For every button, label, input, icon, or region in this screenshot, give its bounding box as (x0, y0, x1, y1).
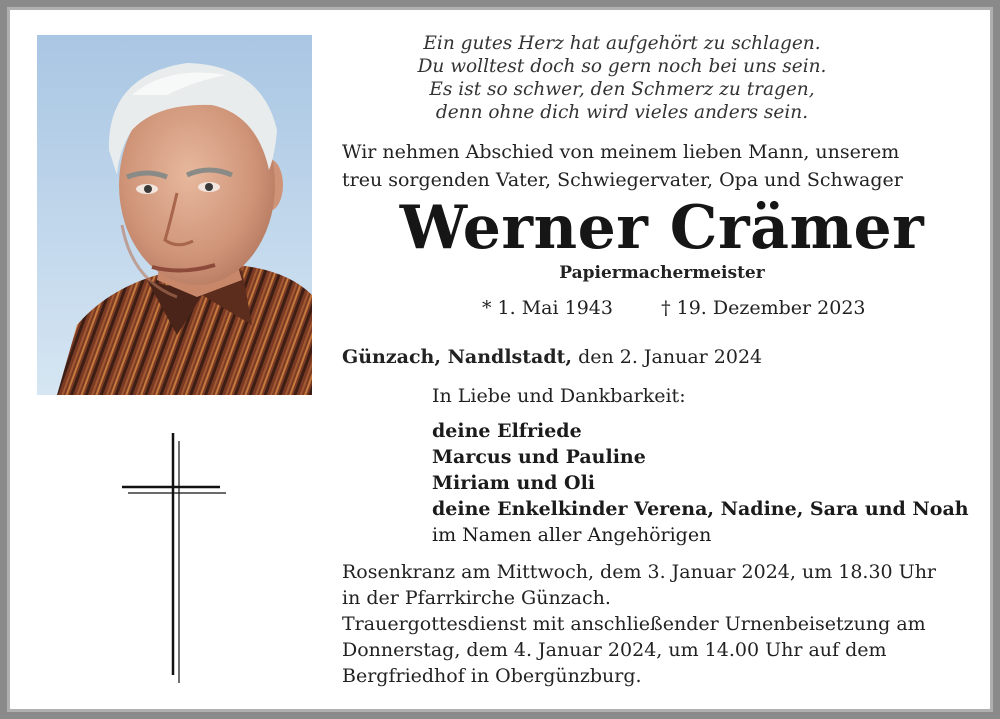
memorial-poem (342, 32, 902, 124)
mourner-name: deine Elfriede (432, 420, 582, 442)
mourners-heading: In Liebe und Dankbarkeit: (432, 385, 686, 407)
birth-date: 1. Mai 1943 (497, 297, 613, 319)
service-details (342, 559, 982, 689)
portrait-illustration (37, 35, 312, 395)
service-line: Rosenkranz am Mittwoch, dem 3. Januar 2024, um 18.30 Uhr (342, 561, 937, 583)
death-date: 19. Dezember 2023 (676, 297, 866, 319)
intro-line: treu sorgenden Vater, Schwiegervater, Opa und Schwager (342, 169, 903, 191)
mourner-name: Marcus und Pauline (432, 446, 646, 468)
poem-line: denn ohne dich wird vieles anders sein. (435, 102, 809, 123)
mourners-closing: im Namen aller Angehörigen (432, 524, 712, 546)
service-line: in der Pfarrkirche Günzach. (342, 587, 611, 609)
portrait-photo (37, 35, 312, 395)
deceased-name: Werner Crämer (399, 193, 925, 263)
life-dates (482, 297, 866, 319)
mourner-name: deine Enkelkinder Verena, Nadine, Sara und Noah (432, 498, 969, 520)
poem-line: Es ist so schwer, den Schmerz zu tragen, (429, 79, 815, 100)
birth-symbol-icon: * (482, 297, 492, 319)
mourners-list (432, 418, 969, 548)
service-line: Bergfriedhof in Obergünzburg. (342, 665, 642, 687)
poem-line: Du wolltest doch so gern noch bei uns sein. (417, 56, 827, 77)
cross-icon (118, 433, 228, 683)
notice-date: den 2. Januar 2024 (578, 346, 763, 368)
service-line: Trauergottesdienst mit anschließender Urnenbeisetzung am (342, 613, 926, 635)
service-line: Donnerstag, dem 4. Januar 2024, um 14.00 Uhr auf dem (342, 639, 887, 661)
obituary-card (7, 7, 993, 712)
mourner-name: Miriam und Oli (432, 472, 596, 494)
farewell-intro (342, 138, 982, 194)
intro-line: Wir nehmen Abschied von meinem lieben Mann, unserem (342, 141, 900, 163)
deceased-profession: Papiermachermeister (559, 263, 765, 283)
places: Günzach, Nandlstadt, (342, 346, 573, 368)
poem-line: Ein gutes Herz hat aufgehört zu schlagen. (423, 33, 821, 54)
death-symbol-icon: † (661, 297, 671, 319)
place-and-date (342, 346, 762, 368)
